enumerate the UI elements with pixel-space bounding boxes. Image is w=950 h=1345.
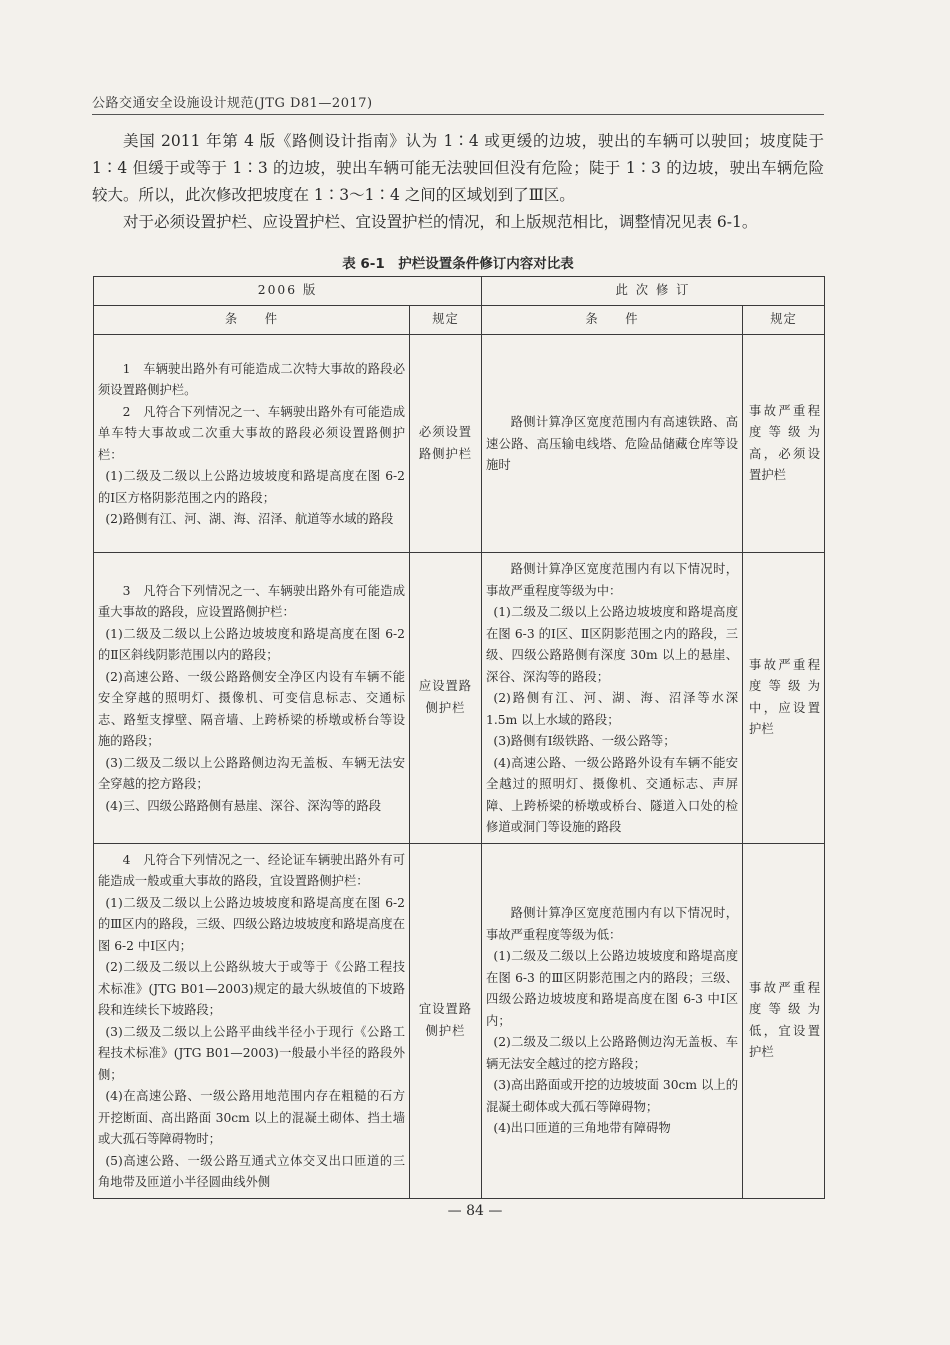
comparison-table xyxy=(93,276,825,1199)
old-rule-cell: 必须设置路侧护栏 xyxy=(410,335,482,553)
old-conditions-cell xyxy=(94,843,410,1198)
new-rule-cell: 事故严重程度等级为高，必须设置护栏 xyxy=(743,335,825,553)
condition-line: 路侧计算净区宽度范围内有以下情况时，事故严重程度等级为低： xyxy=(486,906,739,942)
new-rule-cell: 事故严重程度等级为中，应设置护栏 xyxy=(743,553,825,844)
condition-line: (2)高速公路、一级公路路侧安全净区内设有车辆不能安全穿越的照明灯、摄像机、可变信息标志、交通标志、路堑支撑壁、隔音墙、上跨桥梁的桥墩或桥台等设施的路段； xyxy=(98,669,405,748)
old-conditions-cell xyxy=(94,335,410,553)
condition-line: 4 凡符合下列情况之一、经论证车辆驶出路外有可能造成一般或重大事故的路段，宜设置路侧护栏： xyxy=(98,852,405,888)
condition-line: (2)路侧有江、河、湖、海、沼泽等水深 1.5m 以上水域的路段； xyxy=(486,691,739,727)
table-row xyxy=(94,335,825,553)
condition-line: (3)二级及二级以上公路路侧边沟无盖板、车辆无法安全穿越的挖方路段； xyxy=(98,755,405,791)
header-2006: 2006 版 xyxy=(94,277,482,306)
table-row xyxy=(94,553,825,844)
table-caption: 表 6-1 护栏设置条件修订内容对比表 xyxy=(342,256,574,272)
body-text xyxy=(92,128,824,236)
page-number: — 84 — xyxy=(447,1203,503,1219)
old-conditions-cell xyxy=(94,553,410,844)
running-header: 公路交通安全设施设计规范(JTG D81—2017) xyxy=(92,96,373,111)
condition-line: (1)二级及二级以上公路边坡坡度和路堤高度在图 6-2 的Ⅰ区方格阴影范围之内的路段； xyxy=(98,469,405,505)
condition-line: (4)出口匝道的三角地带有障碍物 xyxy=(493,1121,671,1136)
new-conditions-cell xyxy=(482,335,743,553)
condition-line: (1)二级及二级以上公路边坡坡度和路堤高度在图 6-3 的Ⅲ区阴影范围之内的路段；三级、四级公路边坡坡度和路堤高度在图 6-3 中Ⅰ区内； xyxy=(486,949,739,1028)
condition-line: 路侧计算净区宽度范围内有高速铁路、高速公路、高压输电线塔、危险品储藏仓库等设施时 xyxy=(486,415,739,473)
condition-line: (1)二级及二级以上公路边坡坡度和路堤高度在图 6-3 的Ⅰ区、Ⅱ区阴影范围之内的路段，三级、四级公路路侧有深度 30m 以上的悬崖、深谷、深沟等的路段； xyxy=(486,605,739,684)
subheader-rule-new: 规定 xyxy=(743,306,825,335)
header-rule xyxy=(92,114,824,115)
condition-line: (1)二级及二级以上公路边坡坡度和路堤高度在图 6-2 的Ⅱ区斜线阴影范围以内的路段； xyxy=(98,626,405,662)
condition-line: (2)二级及二级以上公路纵坡大于或等于《公路工程技术标准》(JTG B01—2003)规定的最大纵坡值的下坡路段和连续长下坡路段； xyxy=(98,960,405,1017)
condition-line: (2)二级及二级以上公路路侧边沟无盖板、车辆无法安全越过的挖方路段； xyxy=(486,1035,739,1071)
condition-line: (3)二级及二级以上公路平曲线半径小于现行《公路工程技术标准》(JTG B01—2003)一般最小半径的路段外侧； xyxy=(98,1024,405,1082)
condition-line: 路侧计算净区宽度范围内有以下情况时，事故严重程度等级为中： xyxy=(486,562,739,598)
paragraph: 美国 2011 年第 4 版《路侧设计指南》认为 1∶4 或更缓的边坡，驶出的车辆可以驶回；坡度陡于 1∶4 但缓于或等于 1∶3 的边坡，驶出车辆可能无法驶回但没有危险；陡于 1∶3 的边坡，驶出车辆危险较大。所以，此次修改把坡度在 1∶3～1∶4 之间的区域划到了Ⅲ区。 xyxy=(92,132,824,204)
condition-line: (1)二级及二级以上公路边坡坡度和路堤高度在图 6-2 的Ⅲ区内的路段，三级、四级公路边坡坡度和路堤高度在图 6-2 中Ⅰ区内； xyxy=(98,895,405,953)
subheader-rule-old: 规定 xyxy=(410,306,482,335)
condition-line: (5)高速公路、一级公路互通式立体交叉出口匝道的三角地带及匝道小半径圆曲线外侧 xyxy=(98,1153,405,1189)
condition-line: (3)高出路面或开挖的边坡坡面 30cm 以上的混凝土砌体或大孤石等障碍物； xyxy=(486,1078,739,1114)
condition-line: (4)三、四级公路路侧有悬崖、深谷、深沟等的路段 xyxy=(105,798,382,813)
condition-line: (2)路侧有江、河、湖、海、沼泽、航道等水域的路段 xyxy=(105,512,394,526)
condition-line: 2 凡符合下列情况之一、车辆驶出路外有可能造成单车特大事故或二次重大事故的路段必须设置路侧护栏： xyxy=(98,404,405,462)
table-row xyxy=(94,843,825,1198)
paragraph: 对于必须设置护栏、应设置护栏、宜设置护栏的情况，和上版规范相比，调整情况见表 6-1。 xyxy=(123,213,758,231)
subheader-condition-old: 条 件 xyxy=(94,306,410,335)
subheader-condition-new: 条 件 xyxy=(482,306,743,335)
old-rule-cell: 宜设置路侧护栏 xyxy=(410,843,482,1198)
condition-line: (4)高速公路、一级公路路外设有车辆不能安全越过的照明灯、摄像机、交通标志、声屏障、上跨桥梁的桥墩或桥台、隧道入口处的检修道或洞门等设施的路段 xyxy=(486,755,739,834)
old-rule-cell: 应设置路侧护栏 xyxy=(410,553,482,844)
condition-line: 1 车辆驶出路外有可能造成二次特大事故的路段必须设置路侧护栏。 xyxy=(98,361,405,397)
new-conditions-cell xyxy=(482,843,743,1198)
condition-line: (3)路侧有Ⅰ级铁路、一级公路等； xyxy=(493,734,676,748)
new-rule-cell: 事故严重程度等级为低，宜设置护栏 xyxy=(743,843,825,1198)
condition-line: 3 凡符合下列情况之一、车辆驶出路外有可能造成重大事故的路段，应设置路侧护栏： xyxy=(98,583,405,619)
header-revision: 此 次 修 订 xyxy=(482,277,825,306)
new-conditions-cell xyxy=(482,553,743,844)
condition-line: (4)在高速公路、一级公路用地范围内存在粗糙的石方开挖断面、高出路面 30cm 以上的混凝土砌体、挡土墙或大孤石等障碍物时； xyxy=(98,1089,405,1146)
